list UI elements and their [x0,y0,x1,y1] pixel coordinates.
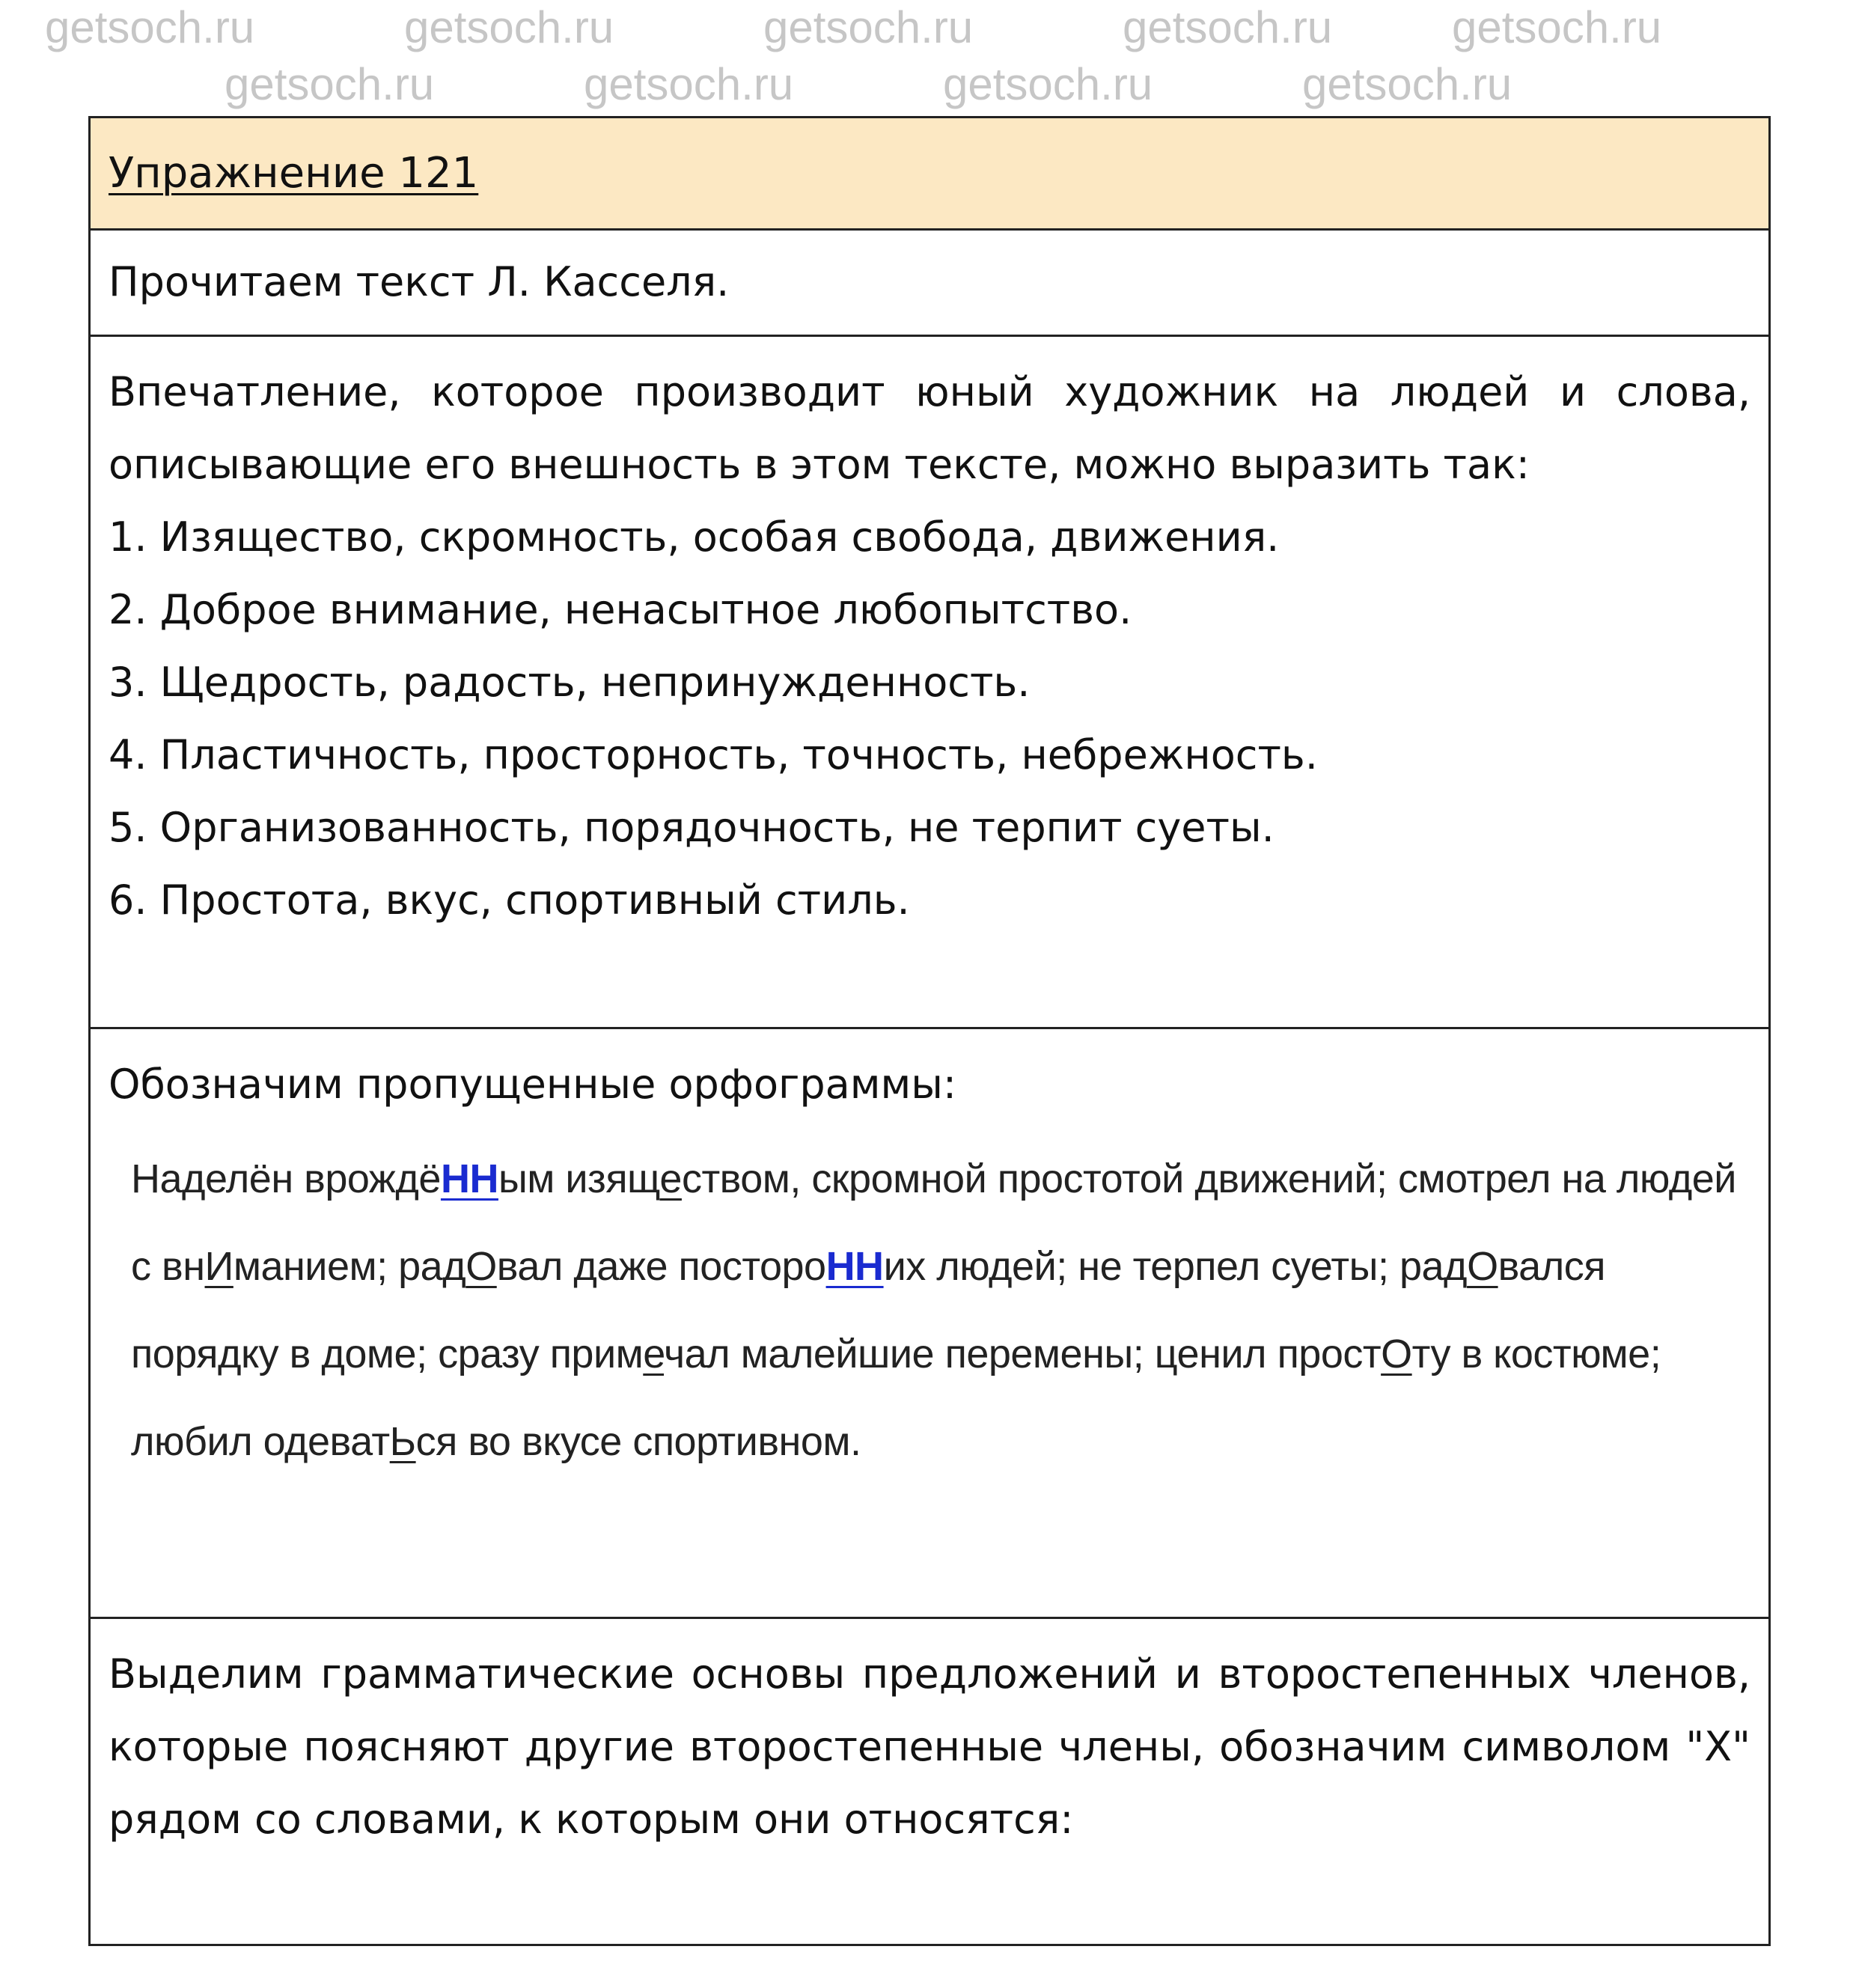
passage-text: ством, скромной простотой движений; смотрел на людей с вн [131,1156,1736,1289]
orthograms-passage [109,1135,1750,1486]
impression-item: 6. Простота, вкус, спортивный стиль. [109,876,910,924]
orthogram-letter: О [1381,1332,1412,1376]
impression-item: 1. Изящество, скромность, особая свобода, движения. [109,513,1280,561]
watermark: getsoch.ru [225,59,435,109]
passage-text: их людей; не терпел суеты; рад [883,1244,1468,1289]
orthogram-letter: НН [825,1244,884,1289]
orthogram-letter: О [1467,1244,1498,1289]
watermark: getsoch.ru [584,59,794,109]
orthogram-letter: е [659,1156,682,1201]
watermark: getsoch.ru [1452,2,1662,52]
orthogram-letter: Ь [389,1419,416,1464]
watermark: getsoch.ru [45,2,255,52]
watermark: getsoch.ru [1302,59,1512,109]
watermark: getsoch.ru [943,59,1153,109]
orthograms-row [91,1027,1768,1617]
watermark: getsoch.ru [404,2,614,52]
impression-row [91,335,1768,1027]
exercise-title: Упражнение 121 [109,149,479,198]
watermark: getsoch.ru [1123,2,1333,52]
passage-text: манием; рад [233,1244,466,1289]
impression-item: 5. Организованность, порядочность, не терпит суеты. [109,804,1275,851]
orthograms-title: Обозначим пропущенные орфограммы: [109,1061,957,1108]
grammar-text: Выделим грамматические основы предложений и второстепенных членов, которые поясняют другие второстепенные члены, обозначим символом "Х" рядом со словами, к которым они относятся: [109,1650,1750,1843]
orthogram-letter: НН [440,1156,498,1201]
impression-item: 3. Щедрость, радость, непринужденность. [109,659,1031,706]
orthogram-letter: И [204,1244,233,1289]
exercise-header [91,118,1768,228]
impression-text: Впечатление, которое производит юный художник на людей и слова, описывающие его внешность в этом тексте, можно выразить так: [109,368,1750,488]
exercise-table [88,116,1771,1946]
watermark: getsoch.ru [763,2,974,52]
passage-text: ся во вкусе спортивном. [415,1419,861,1464]
passage-text: вался порядку в доме; сразу прим [131,1244,1605,1376]
impression-item: 2. Доброе внимание, ненасытное любопытство. [109,586,1132,633]
passage-text: ту в костюме; любил одеват [131,1332,1661,1464]
intro-text: Прочитаем текст Л. Касселя. [109,258,730,305]
passage-text: ым изящ [498,1156,660,1201]
passage-text: Наделён врождё [131,1156,441,1201]
intro-row [91,228,1768,335]
orthogram-letter: е [643,1332,665,1376]
orthogram-letter: О [465,1244,497,1289]
impression-item: 4. Пластичность, просторность, точность, небрежность. [109,731,1318,778]
grammar-row [91,1617,1768,1944]
passage-text: чал малейшие перемены; ценил прост [664,1332,1382,1376]
passage-text: вал даже посторо [496,1244,826,1289]
